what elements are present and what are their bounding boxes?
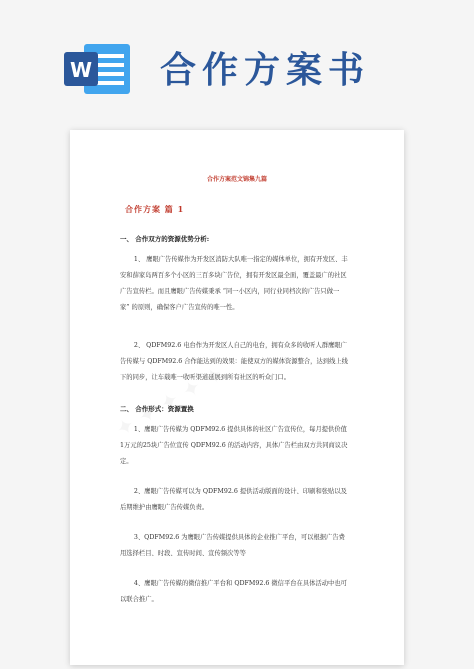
word-document-icon <box>62 40 132 98</box>
paragraph-1: 1、 鹰眼广告传媒作为开发区消防大队唯一指定的媒体单位，拥有开发区、丰安和薛家岛两百多个小区的三百多块广告位，拥有开发区最全面，覆盖最广的社区广告宣传栏。而且鹰眼广告传媒秉承 “同一小区内，同行业同档次的广告只做一家” 的原则，确保客户广告宣传的唯一性。 <box>120 256 348 311</box>
document-page <box>70 130 404 665</box>
heading-resource-analysis: 一、 合作双方的资源优势分析: <box>120 235 210 243</box>
paragraph-6: 4、鹰眼广告传媒的微信推广平台和 QDFM92.6 微信平台在具体活动中也可以联合推广。 <box>120 580 347 603</box>
paragraph-3: 1、鹰眼广告传媒为 QDFM92.6 提供具体的社区广告宣传位，每月提供价值1万元的25块广告位宣传 QDFM92.6 的活动内容，具体广告栏由双方共同商议决定。 <box>120 426 348 465</box>
paragraph-2: 2、 QDFM92.6 电台作为开发区人自己的电台，拥有众多的收听人群鹰眼广告传媒与 QDFM92.6 合作能达到的效果：能使双方的媒体资源整合，达到线上线下的同步，让车载唯一收听渠道延展到所有社区的听众门口。 <box>120 342 348 381</box>
heading-cooperation-form: 二、 合作形式：资源置换 <box>120 405 194 413</box>
section-title: 合作方案 篇 1 <box>125 204 185 214</box>
document-heading: 合作方案范文锦集九篇 <box>206 176 267 183</box>
banner-title: 合作方案书 <box>160 50 371 91</box>
paragraph-5: 3、QDFM92.6 为鹰眼广告传媒提供具体的企业推广平台，可以根据广告费用选择栏目、时段、宣传时间、宣传频次等等 <box>120 534 345 557</box>
paragraph-4: 2、鹰眼广告传媒可以为 QDFM92.6 提供活动版面的设计、印刷和张贴以及后期维护由鹰眼广告传媒负责。 <box>120 488 347 511</box>
word-icon-letter: W <box>69 58 93 82</box>
banner <box>0 0 474 120</box>
